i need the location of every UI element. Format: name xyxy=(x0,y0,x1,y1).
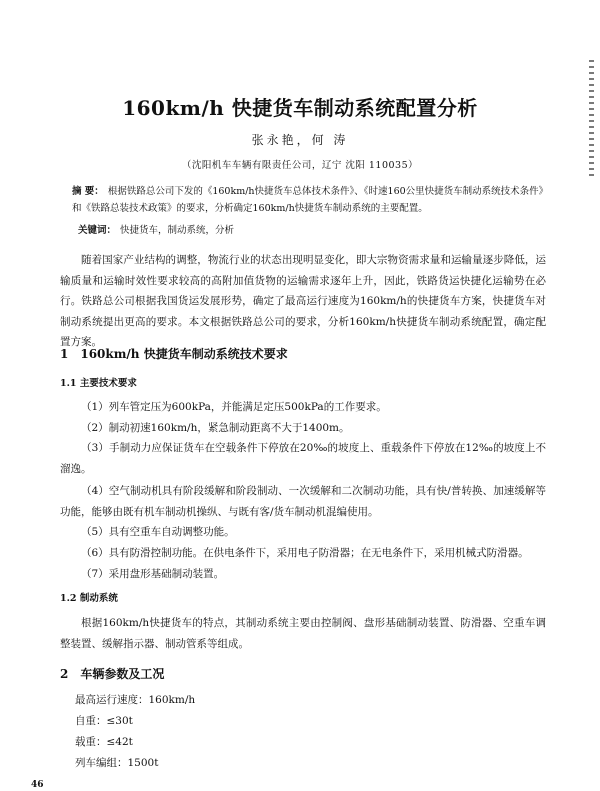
abstract xyxy=(72,183,552,217)
intro-paragraph: 随着国家产业结构的调整，物流行业的状态出现明显变化，即大宗物资需求量和运输量逐步降低，运输质量和运输时效性要求较高的高附加值货物的运输需求逐年上升，因此，铁路货运快捷化运输势在必行。铁路总公司根据我国货运发展形势，确定了最高运行速度为160km/h的快捷货车方案，快捷货车对制动系统提出更高的要求。本文根据铁路总公司的要求，分析160km/h快捷货车制动系统配置，确定配置方案。 xyxy=(60,254,546,348)
param-load-weight: 载重：≤42t xyxy=(75,736,133,748)
author-affiliation: （沈阳机车车辆有限责任公司，辽宁 沈阳 110035） xyxy=(181,160,419,171)
param-max-speed: 最高运行速度：160km/h xyxy=(75,694,196,706)
requirement-item-2: （2）制动初速160km/h，紧急制动距离不大于1400m。 xyxy=(81,422,350,434)
subsection-1-2-heading: 1.2 制动系统 xyxy=(60,593,118,604)
requirement-item-1: （1）列车管定压为600kPa，并能满足定压500kPa的工作要求。 xyxy=(81,401,387,413)
requirement-item-7: （7）采用盘形基础制动装置。 xyxy=(81,568,225,580)
page-number: 46 xyxy=(31,780,44,790)
abstract-label: 摘 要： xyxy=(72,186,104,197)
param-tare-weight: 自重：≤30t xyxy=(75,715,133,727)
braking-system-paragraph: 根据160km/h快捷货车的特点，其制动系统主要由控制阀、盘形基础制动装置、防滑器、空重车调整装置、缓解指示器、制动管系等组成。 xyxy=(60,617,546,650)
paper-title: 160km/h 快捷货车制动系统配置分析 xyxy=(122,96,478,120)
keywords xyxy=(78,222,548,239)
section-1-heading: 1 160km/h 快捷货车制动系统技术要求 xyxy=(60,347,288,361)
requirement-item-5: （5）具有空重车自动调整功能。 xyxy=(81,526,235,538)
subsection-1-1-heading: 1.1 主要技术要求 xyxy=(60,378,137,389)
author-list: 张永艳，何 涛 xyxy=(251,133,349,147)
requirement-item-3: （3）手制动力应保证货车在空载条件下停放在20‰的坡度上、重载条件下停放在12‰的坡度上不溜逸。 xyxy=(60,442,546,475)
section-2-heading: 2 车辆参数及工况 xyxy=(60,667,165,681)
keywords-label: 关键词： xyxy=(78,225,117,236)
requirement-item-4: （4）空气制动机具有阶段缓解和阶段制动、一次缓解和二次制动功能，具有快/普转换、加速缓解等功能，能够由既有机车制动机操纵、与既有客/货车制动机混编使用。 xyxy=(60,485,546,518)
abstract-text: 根据铁路总公司下发的《160km/h快捷货车总体技术条件》、《时速160公里快捷货车制动系统技术条件》和《铁路总装技术政策》的要求，分析确定160km/h快捷货车制动系统的主要配置。 xyxy=(72,186,549,214)
keywords-text: 快捷货车，制动系统，分析 xyxy=(120,225,235,236)
param-train-formation: 列车编组：1500t xyxy=(75,757,159,769)
requirement-item-6: （6）具有防滑控制功能。在供电条件下，采用电子防滑器；在无电条件下，采用机械式防滑器。 xyxy=(81,547,529,559)
scan-edge-artifact xyxy=(589,60,594,180)
